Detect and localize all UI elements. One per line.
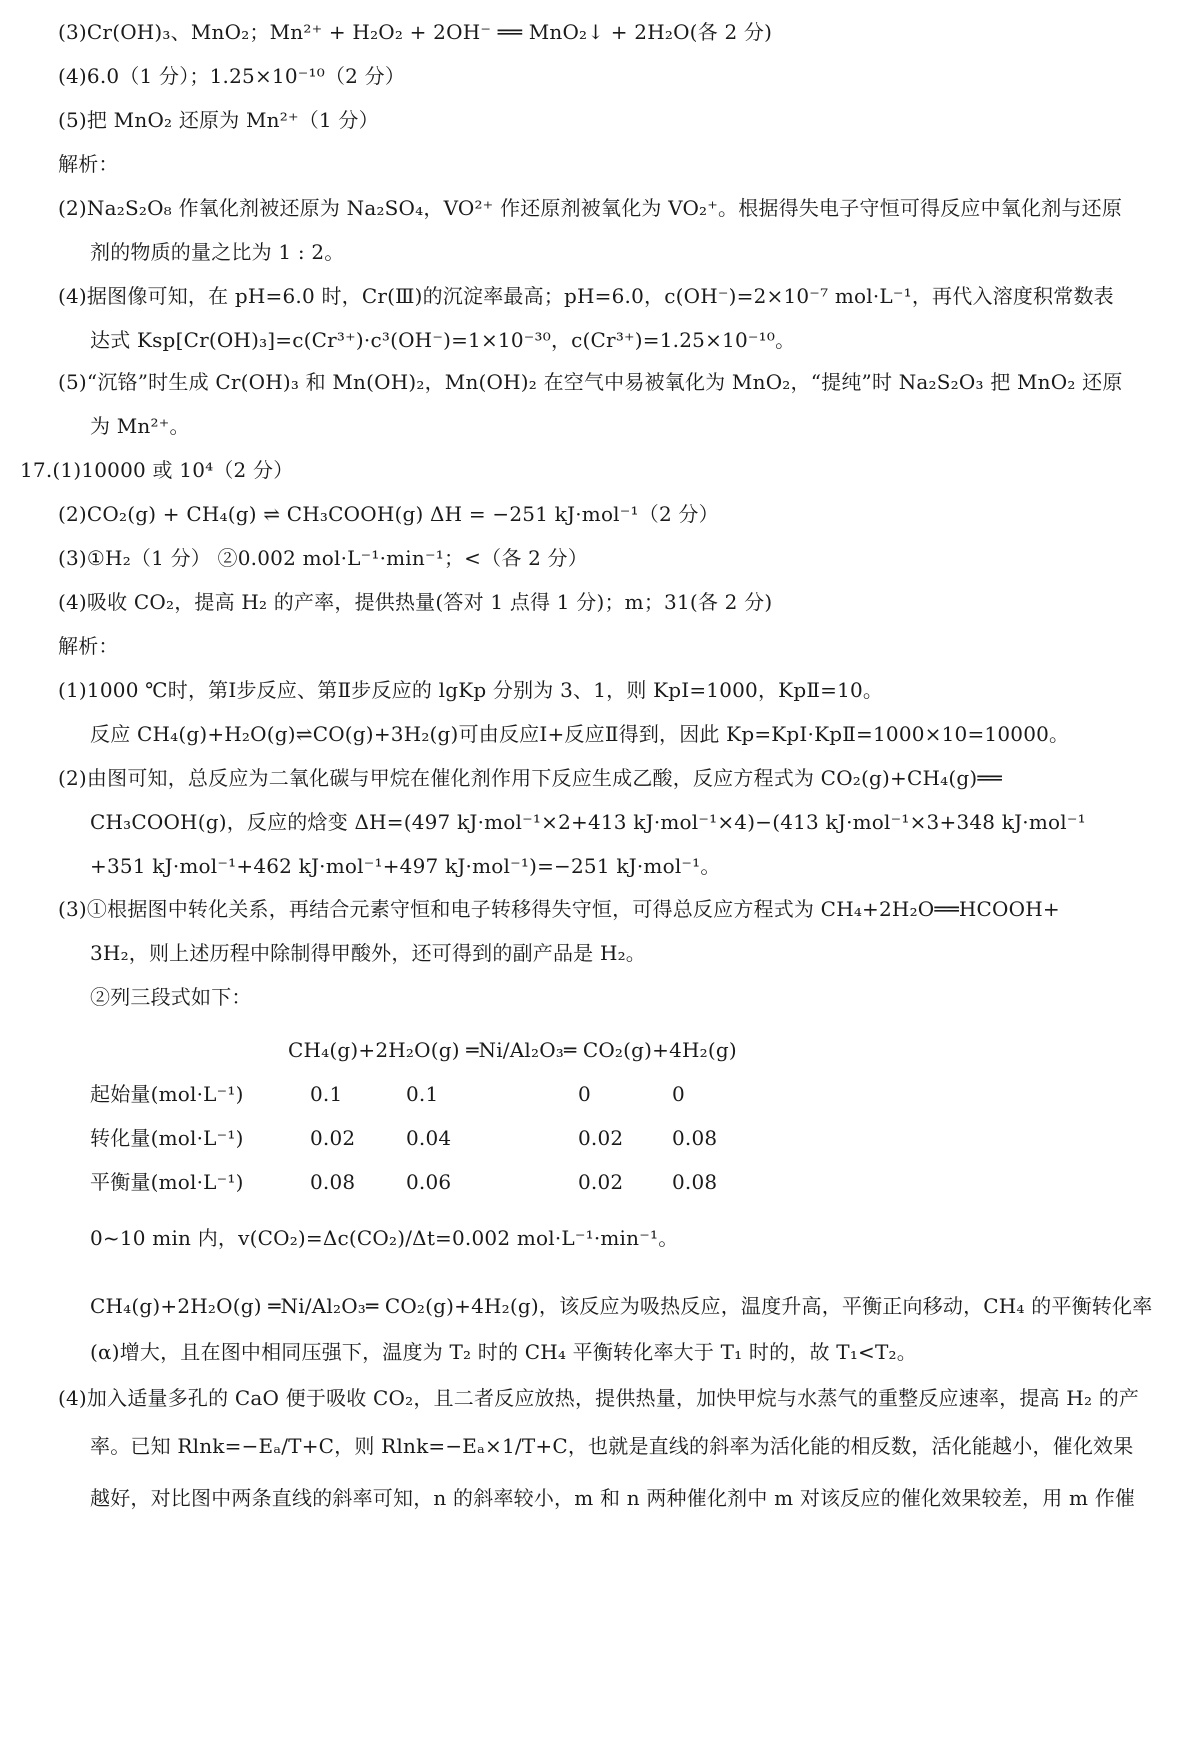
section-heading: 解析： bbox=[58, 634, 119, 658]
table-cell: 0.04 bbox=[406, 1126, 452, 1150]
text-line: 达式 Ksp[Cr(OH)₃]=c(Cr³⁺)·c³(OH⁻)=1×10⁻³⁰，c(Cr³⁺)=1.25×10⁻¹⁰。 bbox=[90, 328, 796, 352]
text-line: (α)增大，且在图中相同压强下，温度为 T₂ 时的 CH₄ 平衡转化率大于 T₁ 时的，故 T₁<T₂。 bbox=[90, 1340, 917, 1364]
table-cell: 0.08 bbox=[672, 1170, 718, 1194]
text-line: (2)由图可知，总反应为二氧化碳与甲烷在催化剂作用下反应生成乙酸，反应方程式为 CO₂(g)+CH₄(g)══ bbox=[58, 766, 1002, 790]
text-line: 为 Mn²⁺。 bbox=[90, 414, 190, 438]
table-row bbox=[90, 1168, 244, 1196]
text-line: (4)6.0（1 分）；1.25×10⁻¹⁰（2 分） bbox=[58, 64, 406, 88]
text-line: (5)把 MnO₂ 还原为 Mn²⁺（1 分） bbox=[58, 108, 379, 132]
table-cell: 0 bbox=[672, 1082, 685, 1106]
text-line: +351 kJ·mol⁻¹+462 kJ·mol⁻¹+497 kJ·mol⁻¹)=−251 kJ·mol⁻¹。 bbox=[90, 854, 721, 878]
row-label: 转化量(mol·L⁻¹) bbox=[90, 1126, 244, 1150]
text-line: (2)Na₂S₂O₈ 作氧化剂被还原为 Na₂SO₄，VO²⁺ 作还原剂被氧化为 VO₂⁺。根据得失电子守恒可得反应中氧化剂与还原 bbox=[58, 196, 1123, 220]
question-number-line: 17.(1)10000 或 10⁴（2 分） bbox=[20, 458, 294, 482]
table-cell: 0 bbox=[578, 1082, 591, 1106]
text-line: (4)吸收 CO₂，提高 H₂ 的产率，提供热量(答对 1 点得 1 分)；m；31(各 2 分) bbox=[58, 590, 773, 614]
text-line: (3)①H₂（1 分） ②0.002 mol·L⁻¹·min⁻¹；<（各 2 分） bbox=[58, 546, 588, 570]
text-line: (1)1000 ℃时，第Ⅰ步反应、第Ⅱ步反应的 lgKp 分别为 3、1，则 KpⅠ=1000，KpⅡ=10。 bbox=[58, 678, 884, 702]
table-cell: 0.02 bbox=[578, 1126, 624, 1150]
table-row bbox=[90, 1080, 244, 1108]
text-line: 0~10 min 内，v(CO₂)=Δc(CO₂)/Δt=0.002 mol·L⁻¹·min⁻¹。 bbox=[90, 1226, 679, 1250]
text-line: (4)据图像可知，在 pH=6.0 时，Cr(Ⅲ)的沉淀率最高；pH=6.0，c(OH⁻)=2×10⁻⁷ mol·L⁻¹，再代入溶度积常数表 bbox=[58, 284, 1114, 308]
row-label: 平衡量(mol·L⁻¹) bbox=[90, 1170, 244, 1194]
text-line: 反应 CH₄(g)+H₂O(g)⇌CO(g)+3H₂(g)可由反应Ⅰ+反应Ⅱ得到，因此 Kp=KpⅠ·KpⅡ=1000×10=10000。 bbox=[90, 722, 1070, 746]
table-cell: 0.08 bbox=[672, 1126, 718, 1150]
table-cell: 0.02 bbox=[310, 1126, 356, 1150]
text-line: 越好，对比图中两条直线的斜率可知，n 的斜率较小，m 和 n 两种催化剂中 m 对该反应的催化效果较差，用 m 作催 bbox=[90, 1486, 1136, 1510]
table-cell: 0.1 bbox=[310, 1082, 343, 1106]
row-label: 起始量(mol·L⁻¹) bbox=[90, 1082, 244, 1106]
text-line: (5)“沉铬”时生成 Cr(OH)₃ 和 Mn(OH)₂，Mn(OH)₂ 在空气中易被氧化为 MnO₂，“提纯”时 Na₂S₂O₃ 把 MnO₂ 还原 bbox=[58, 370, 1123, 394]
table-cell: 0.08 bbox=[310, 1170, 356, 1194]
text-line: CH₄(g)+2H₂O(g) ═Ni/Al₂O₃═ CO₂(g)+4H₂(g)，该反应为吸热反应，温度升高，平衡正向移动，CH₄ 的平衡转化率 bbox=[90, 1294, 1153, 1318]
section-heading: 解析： bbox=[58, 152, 119, 176]
text-line: (2)CO₂(g) + CH₄(g) ⇌ CH₃COOH(g) ΔH = −251 kJ·mol⁻¹（2 分） bbox=[58, 502, 719, 526]
table-cell: 0.06 bbox=[406, 1170, 452, 1194]
text-line: 3H₂，则上述历程中除制得甲酸外，还可得到的副产品是 H₂。 bbox=[90, 941, 646, 965]
text-line: 剂的物质的量之比为 1 : 2。 bbox=[90, 240, 345, 264]
table-cell: 0.1 bbox=[406, 1082, 439, 1106]
text-line: (3)①根据图中转化关系，再结合元素守恒和电子转移得失守恒，可得总反应方程式为 CH₄+2H₂O══HCOOH+ bbox=[58, 897, 1060, 921]
text-line: 率。已知 Rlnk=−Eₐ/T+C，则 Rlnk=−Eₐ×1/T+C，也就是直线的斜率为活化能的相反数，活化能越小，催化效果 bbox=[90, 1434, 1134, 1458]
table-cell: 0.02 bbox=[578, 1170, 624, 1194]
text-line: (4)加入适量多孔的 CaO 便于吸收 CO₂，且二者反应放热，提供热量，加快甲烷与水蒸气的重整反应速率，提高 H₂ 的产 bbox=[58, 1386, 1140, 1410]
text-line: ②列三段式如下： bbox=[90, 985, 252, 1009]
equation-line: CH₄(g)+2H₂O(g) ═Ni/Al₂O₃═ CO₂(g)+4H₂(g) bbox=[288, 1038, 737, 1062]
text-line: CH₃COOH(g)，反应的焓变 ΔH=(497 kJ·mol⁻¹×2+413 kJ·mol⁻¹×4)−(413 kJ·mol⁻¹×3+348 kJ·mol⁻¹ bbox=[90, 810, 1086, 834]
table-row bbox=[90, 1124, 244, 1152]
text-line: (3)Cr(OH)₃、MnO₂；Mn²⁺ + H₂O₂ + 2OH⁻ ══ MnO₂↓ + 2H₂O(各 2 分) bbox=[58, 20, 773, 44]
